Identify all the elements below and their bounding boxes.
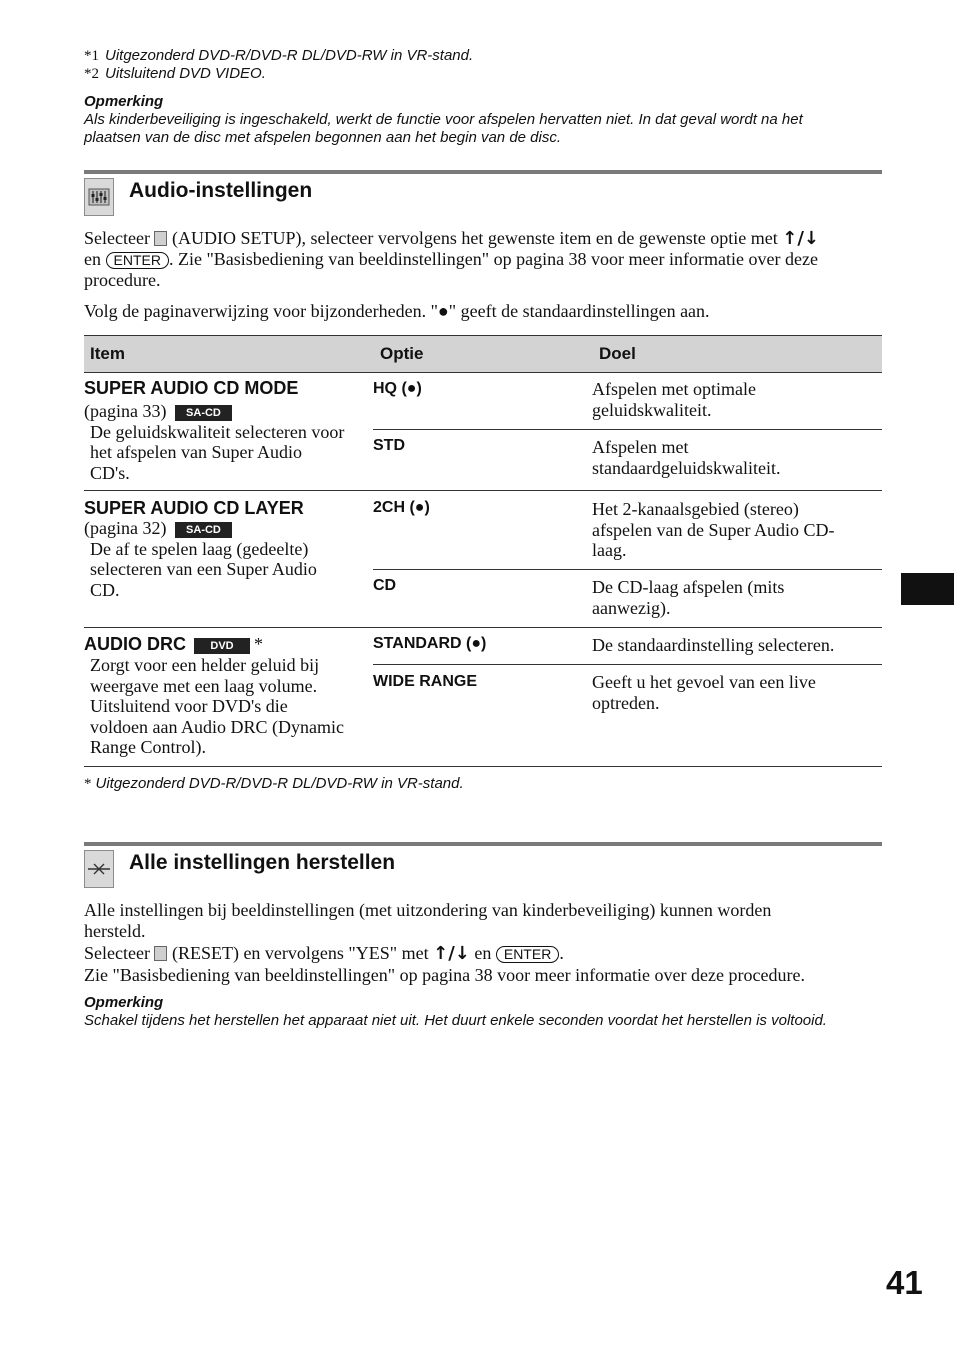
item-description xyxy=(84,422,364,484)
reset-paragraph-3: Zie "Basisbediening van beeldinstellingen" op pagina 38 voor meer informatie over deze procedure. xyxy=(84,965,805,985)
reset-paragraph-line: hersteld. xyxy=(84,921,146,941)
purpose-cd xyxy=(592,577,784,618)
item-name: SUPER AUDIO CD LAYER xyxy=(84,498,304,518)
table-bottom-rule xyxy=(84,766,882,767)
audio-intro-line-3: procedure. xyxy=(84,270,161,290)
footnote-1-text: Uitgezonderd DVD-R/DVD-R DL/DVD-RW in VR-stand. xyxy=(105,47,474,64)
purpose-wide-range xyxy=(592,672,816,713)
reset-paragraph-line: Alle instellingen bij beeldinstellingen (met uitzondering van kinderbeveiliging) kunnen worden xyxy=(84,900,772,920)
option-2ch: 2CH (●) xyxy=(373,499,430,516)
col-header-purpose: Doel xyxy=(599,344,636,363)
purpose-line: De standaardinstelling selecteren. xyxy=(592,635,835,655)
item-name: AUDIO DRC xyxy=(84,634,186,654)
reset-paragraph-1 xyxy=(84,900,771,942)
item-description xyxy=(84,655,369,758)
footnote-2 xyxy=(84,65,266,83)
reference-text-after: " geeft de standaardinstellingen aan. xyxy=(448,301,710,321)
option-divider xyxy=(373,569,882,570)
description-line: het afspelen van Super Audio xyxy=(90,442,302,462)
footnote-2-text: Uitsluitend DVD VIDEO. xyxy=(105,65,266,82)
purpose-line: Afspelen met xyxy=(592,437,689,457)
option-standard: STANDARD (●) xyxy=(373,635,487,652)
intro-line1-rest: (AUDIO SETUP), selecteer vervolgens het gewenste item en de gewenste optie met xyxy=(171,228,778,248)
table-row-super-audio-cd-mode xyxy=(84,378,364,483)
purpose-line: geluidskwaliteit. xyxy=(592,399,712,420)
description-line: selecteren van een Super Audio xyxy=(90,559,317,579)
note-heading: Opmerking xyxy=(84,93,164,110)
item-name-line xyxy=(84,634,369,655)
default-bullet-icon: ● xyxy=(437,301,449,321)
description-line: weergave met een laag volume. xyxy=(90,675,318,696)
enter-key: ENTER xyxy=(496,946,559,963)
intro-selecteer: Selecteer xyxy=(84,228,150,248)
description-line: De af te spelen laag (gedeelte) xyxy=(90,538,309,559)
purpose-line: laag. xyxy=(592,540,627,560)
reset-inline-icon xyxy=(154,946,167,961)
option-wide-range: WIDE RANGE xyxy=(373,673,477,690)
reference-text-before: Volg de paginaverwijzing voor bijzonderheden. " xyxy=(84,301,438,321)
table-row-super-audio-cd-layer xyxy=(84,498,364,600)
note-line-2: plaatsen van de disc met afspelen begonnen aan het begin van de disc. xyxy=(84,129,562,146)
purpose-2ch xyxy=(592,499,834,561)
reset-period: . xyxy=(559,943,564,963)
row-divider xyxy=(84,490,882,491)
table-footnote-text: Uitgezonderd DVD-R/DVD-R DL/DVD-RW in VR-stand. xyxy=(95,775,464,792)
option-hq: HQ (●) xyxy=(373,380,422,397)
item-description xyxy=(84,539,364,601)
footnote-1 xyxy=(84,47,473,65)
footnote-1-mark: *1 xyxy=(84,48,99,64)
sacd-badge: SA-CD xyxy=(175,405,232,421)
up-down-arrows-icon: ↑/↓ xyxy=(433,943,470,964)
section-rule xyxy=(84,170,882,174)
reset-en: en xyxy=(474,943,492,963)
description-line: CD's. xyxy=(90,462,130,483)
footnote-2-mark: *2 xyxy=(84,66,99,82)
option-divider xyxy=(373,429,882,430)
option-cd: CD xyxy=(373,577,397,594)
purpose-line: Afspelen met optimale xyxy=(592,379,756,399)
purpose-line: Geeft u het gevoel van een live xyxy=(592,672,816,692)
audio-setup-inline-icon xyxy=(154,231,167,246)
reset-selecteer: Selecteer xyxy=(84,943,150,963)
description-line: Range Control). xyxy=(90,737,206,757)
section-tab-marker xyxy=(901,573,954,605)
col-header-option: Optie xyxy=(380,344,424,363)
purpose-std xyxy=(592,437,780,478)
intro-en: en xyxy=(84,249,101,269)
table-footnote xyxy=(84,775,464,793)
description-line: Zorgt voor een helder geluid bij xyxy=(90,655,320,675)
purpose-line: De CD-laag afspelen (mits xyxy=(592,577,785,597)
col-header-item: Item xyxy=(90,344,125,363)
note-line-1: Als kinderbeveiliging is ingeschakeld, werkt de functie voor afspelen hervatten niet. In dat geval wordt na het xyxy=(84,111,803,128)
reset-instruction: (RESET) en vervolgens "YES" met xyxy=(171,943,429,963)
section-rule xyxy=(84,842,882,846)
reset-icon xyxy=(84,850,114,888)
description-line: Uitsluitend voor DVD's die xyxy=(90,696,288,716)
intro-line2-rest: . Zie "Basisbediening van beeldinstellingen" op pagina 38 voor meer informatie over deze xyxy=(168,249,818,269)
item-asterisk: * xyxy=(254,634,263,654)
table-row-audio-drc xyxy=(84,634,369,758)
description-line: CD. xyxy=(90,579,120,600)
item-name: SUPER AUDIO CD MODE xyxy=(84,378,299,398)
purpose-line: Het 2-kanaalsgebied (stereo) xyxy=(592,499,799,519)
description-line: De geluidskwaliteit selecteren voor xyxy=(90,421,345,442)
note-heading: Opmerking xyxy=(84,994,164,1011)
purpose-line: optreden. xyxy=(592,692,660,713)
description-line: voldoen aan Audio DRC (Dynamic xyxy=(90,716,344,737)
reset-section-title: Alle instellingen herstellen xyxy=(129,851,396,874)
sacd-badge: SA-CD xyxy=(175,522,232,538)
option-divider xyxy=(373,664,882,665)
purpose-line: afspelen van de Super Audio CD- xyxy=(592,519,835,540)
note-text: Schakel tijdens het herstellen het apparaat niet uit. Het duurt enkele seconden voordat het herstellen is voltooid. xyxy=(84,1012,827,1029)
item-page-ref xyxy=(84,401,364,422)
audio-setup-icon xyxy=(84,178,114,216)
up-down-arrows-icon: ↑/↓ xyxy=(782,228,820,249)
option-std: STD xyxy=(373,437,405,454)
audio-intro-line-2 xyxy=(84,249,818,270)
purpose-hq xyxy=(592,379,756,420)
audio-intro-line-1 xyxy=(84,228,819,249)
page-number: 41 xyxy=(886,1264,923,1301)
purpose-standard xyxy=(592,635,834,656)
reference-line xyxy=(84,301,710,322)
purpose-line: standaardgeluidskwaliteit. xyxy=(592,457,781,478)
audio-section-title: Audio-instellingen xyxy=(129,179,313,202)
dvd-badge: DVD xyxy=(194,638,250,654)
enter-key: ENTER xyxy=(106,252,169,269)
reset-paragraph-2 xyxy=(84,943,564,964)
table-header xyxy=(84,335,882,373)
row-divider xyxy=(84,627,882,628)
page-ref-text: (pagina 33) xyxy=(84,401,167,421)
purpose-line: aanwezig). xyxy=(592,597,671,618)
table-footnote-mark: * xyxy=(84,776,92,792)
page-ref-text: (pagina 32) xyxy=(84,518,167,538)
item-page-ref xyxy=(84,518,364,539)
